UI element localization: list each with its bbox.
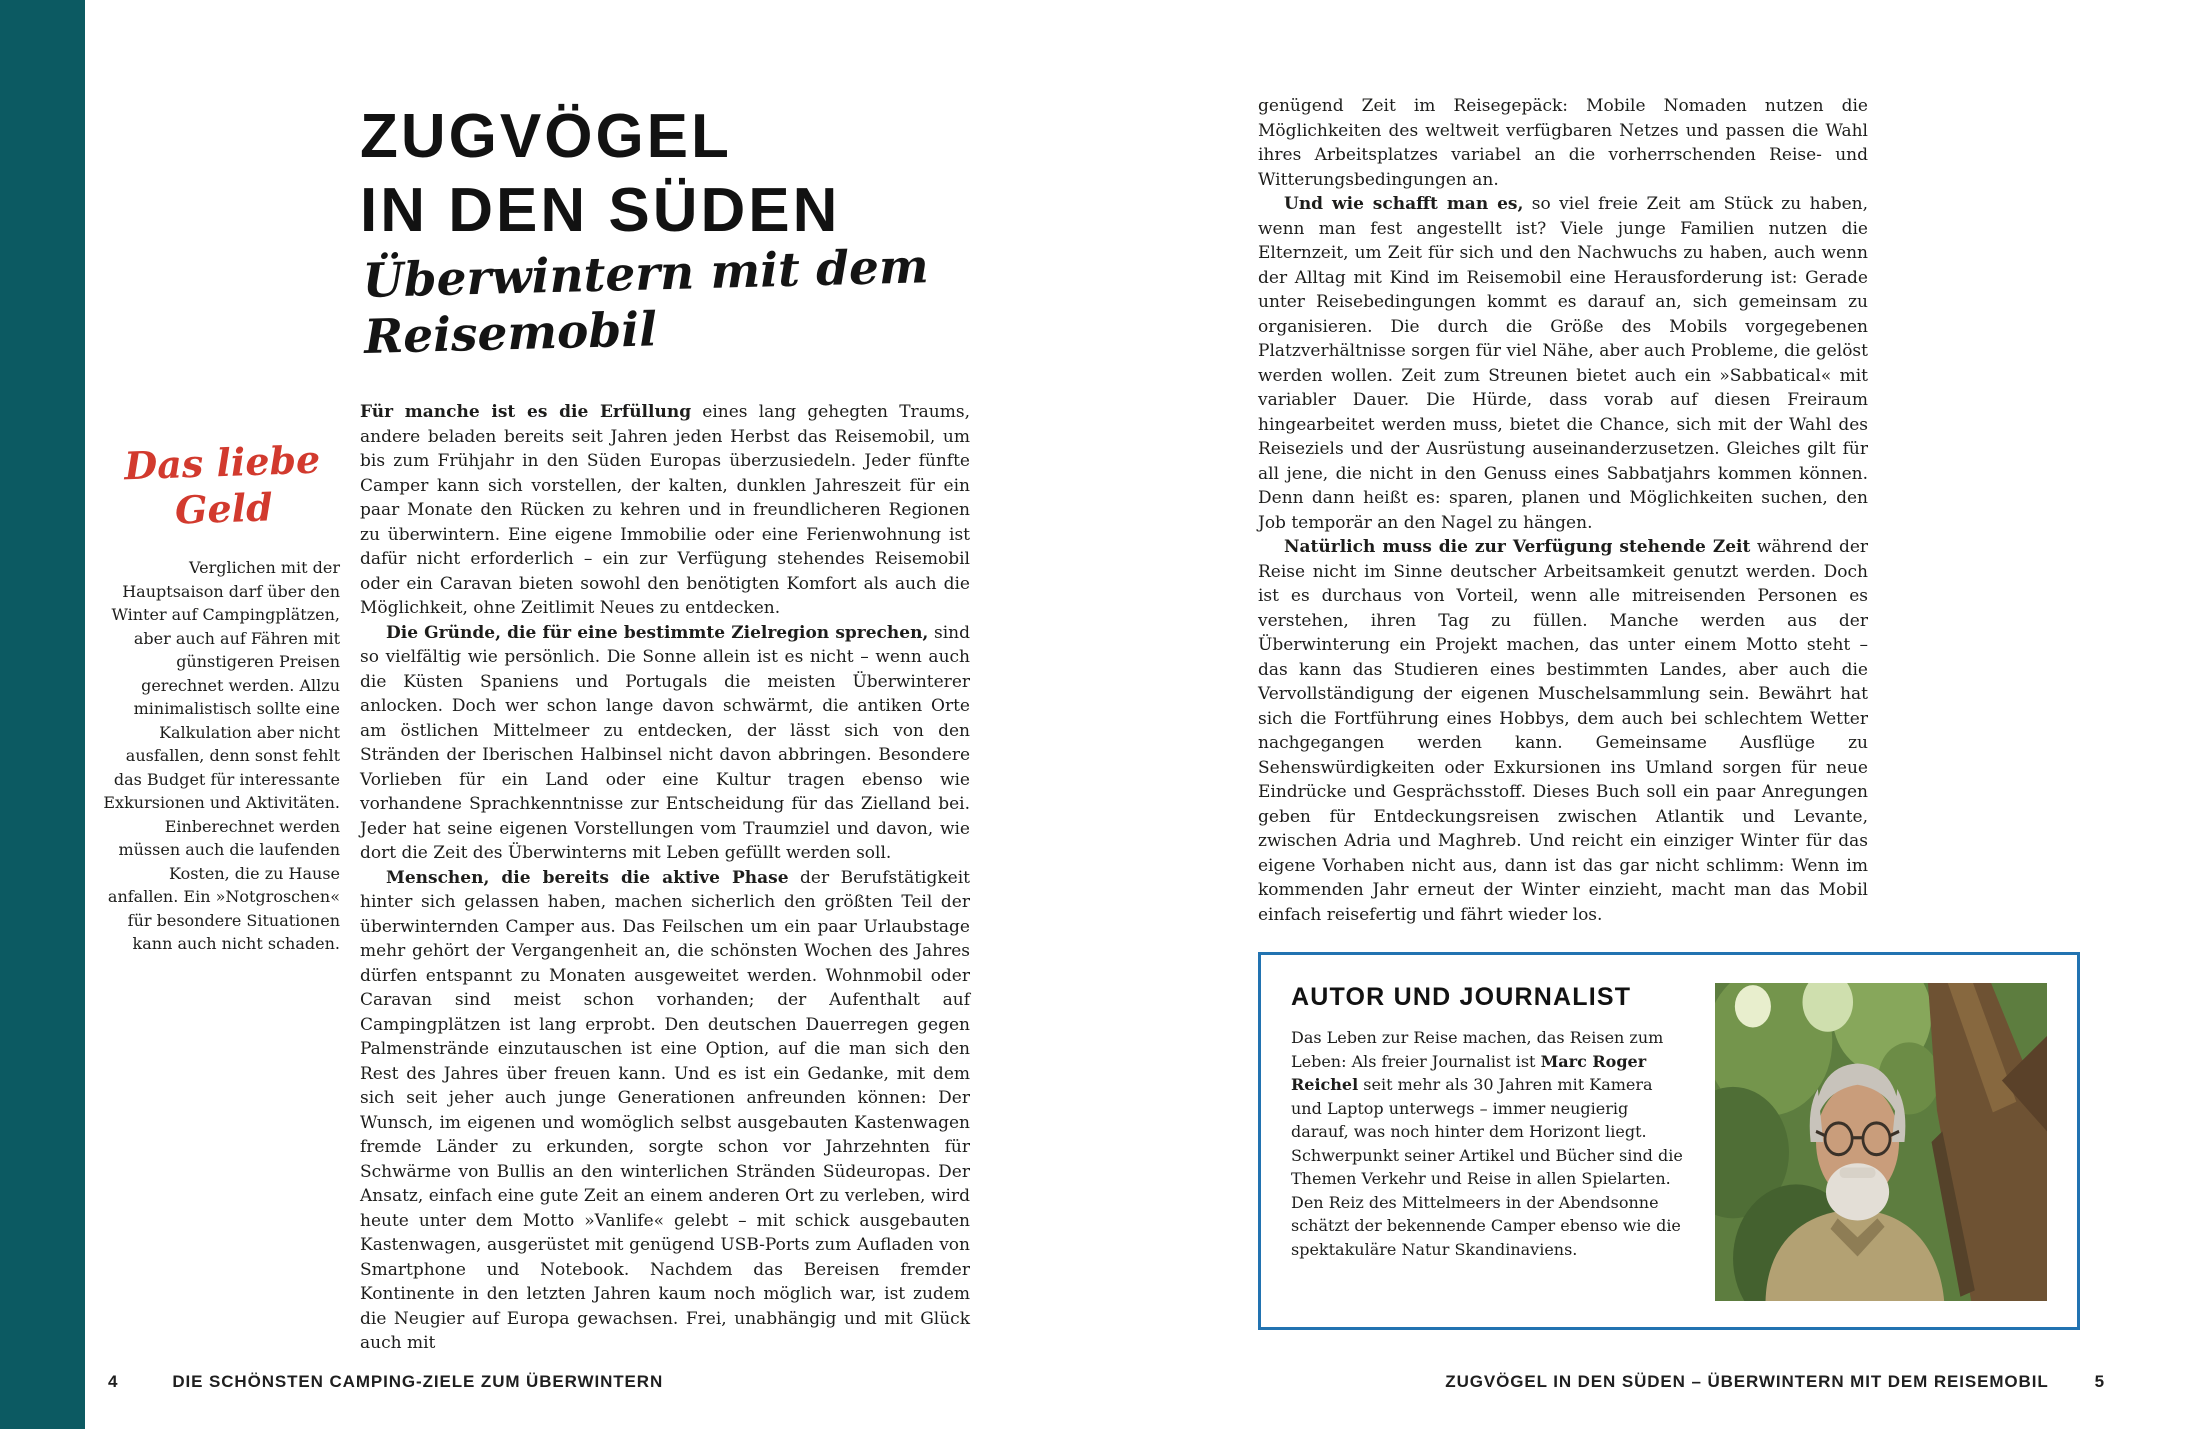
paragraph-text: eines lang gehegten Traums, andere beladen bereits seit Jahren jeden Herbst das Reisemobil, um bis zum Frühjahr in den Süden Europas überzusiedeln. Jeder fünfte Camper kann sich vorstellen, der kalten, dunklen Jahreszeit für ein paar Monate den Rücken zu kehren und in freundlicheren Regionen zu überwintern. Eine eigene Immobilie oder eine Ferienwohnung ist dafür nicht erforderlich – ein zur Verfügung stehendes Reisemobil oder ein Caravan bieten sowohl den benötigten Komfort als auch die Möglichkeit, ohne Zeitlimit Neues zu entdecken.	[360, 402, 970, 618]
chapter-title	[360, 100, 840, 248]
paragraph-lead: Für manche ist es die Erfüllung	[360, 402, 692, 422]
paragraph	[1258, 535, 1868, 927]
paragraph	[360, 621, 970, 866]
paragraph-text: der Berufstätigkeit hinter sich gelassen haben, machen sicherlich den größten Teil der überwinternden Camper aus. Das Feilschen um ein paar Urlaubstage mehr gehört der Vergangenheit an, die schönsten Wochen des Jahres dürfen entspannt zu Monaten ausgeweitet werden. Wohnmobil oder Caravan sind meist schon vorhanden; der Aufenthalt auf Campingplätzen ist lang erprobt. Den deutschen Dauerregen gegen Palmenstrände einzutauschen ist eine Option, auf die man sich den Rest des Jahres über freuen kann. Und es ist ein Gedanke, mit dem sich seit jeher auch junge Generationen anfreunden können: Der Wunsch, im eigenen und womöglich selbst ausgebauten Kastenwagen fremde Länder zu erkunden, sorgte schon vor Jahrzehnten für Schwärme von Bullis an den winterlichen Stränden Südeuropas. Der Ansatz, einfach eine gute Zeit an einem anderen Ort zu verleben, wird heute unter dem Motto »Vanlife« gelebt – mit schick ausgebauten Kastenwagen, ausgerüstet mit genügend USB-Ports zum Aufladen von Smartphone und Notebook. Nachdem das Bereisen fremder Kontinente in den letzten Jahren kaum noch möglich war, ist zudem die Neugier auf Europa gewachsen. Frei, unabhängig und mit Glück auch mit	[360, 867, 970, 1353]
paragraph-text: während der Reise nicht im Sinne deutscher Arbeitsamkeit genutzt werden. Doch ist es durchaus von Vorteil, wenn alle mitreisenden Personen es verstehen, ihren Tag zu füllen. Manche werden aus der Überwinterung ein Projekt machen, das unter einem Motto steht – das kann das Studieren eines bestimmten Landes, aber auch die Vervollständigung der eigenen Muschelsammlung sein. Bewährt hat sich die Fortführung eines Hobbys, dem auch bei schlechtem Wetter nachgegangen werden kann. Gemeinsame Ausflüge zu Sehenswürdigkeiten oder Exkursionen ins Umland sorgen für neue Eindrücke und Gesprächsstoff. Dieses Buch soll ein paar Anregungen geben für Entdeckungsreisen zwischen Atlantik und Levante, zwischen Adria und Maghreb. Und reicht ein einziger Winter für das eigene Vorhaben nicht aus, dann ist das gar nicht schlimm: Wenn im kommenden Jahr erneut der Winter einzieht, macht man das Mobil einfach reisefertig und fährt wieder los.	[1258, 537, 1869, 925]
paragraph-text: genügend Zeit im Reisegepäck: Mobile Nomaden nutzen die Möglichkeiten des weltweit verfügbaren Netzes und passen die Wahl ihres Arbeitsplatzes variabel an die vorherrschenden Reise- und Witterungsbedingungen an.	[1258, 96, 1868, 190]
paragraph	[360, 400, 970, 621]
spine-accent-bar	[0, 0, 85, 1429]
author-name: Marc Roger Reichel	[1291, 1051, 1647, 1094]
chapter-title-line1: ZUGVÖGEL	[360, 102, 732, 171]
paragraph-lead: Menschen, die bereits die aktive Phase	[386, 867, 789, 888]
chapter-subtitle	[362, 239, 931, 366]
right-page-footer	[1445, 1372, 2105, 1392]
left-body-column	[360, 400, 970, 1356]
paragraph-lead: Natürlich muss die zur Verfügung stehende Zeit	[1284, 537, 1751, 557]
paragraph	[1258, 94, 1868, 192]
author-box-text-column	[1291, 983, 1687, 1301]
paragraph-lead: Und wie schafft man es,	[1284, 194, 1524, 214]
footer-label: ZUGVÖGEL IN DEN SÜDEN – ÜBERWINTERN MIT DEM REISEMOBIL	[1445, 1372, 2049, 1391]
sidebar-text: Verglichen mit der Hauptsaison darf über den Winter auf Campingplätzen, aber auch auf Fähren mit günstigeren Preisen gerechnet werden. Allzu minimalistisch sollte eine Kalkulation aber nicht ausfallen, denn sonst fehlt das Budget für interessante Exkursionen und Aktivitäten. Einberechnet werden müssen auch die laufenden Kosten, die zu Hause anfallen. Ein »Notgroschen« für besondere Situationen kann auch nicht schaden.	[103, 558, 340, 953]
chapter-subtitle-line1: Überwintern mit dem	[362, 239, 930, 309]
chapter-subtitle-line2: Reisemobil	[363, 302, 658, 365]
right-body-column	[1258, 94, 1868, 927]
author-info-box	[1258, 952, 2080, 1330]
paragraph	[360, 866, 970, 1356]
page-number: 4	[108, 1372, 119, 1391]
paragraph-text: so viel freie Zeit am Stück zu haben, wenn man fest angestellt ist? Viele junge Familien nutzen die Elternzeit, um Zeit für sich und den Nachwuchs zu haben, auch wenn der Alltag mit Kind im Reisemobil eine Herausforderung ist: Gerade unter Reisebedingungen kommt es darauf an, sich gemeinsam zu organisieren. Die durch die Größe des Mobils vorgegebenen Platzverhältnisse sorgen für viel Nähe, aber auch Probleme, die gelöst werden wollen. Zeit zum Streunen bietet auch ein »Sabbatical« mit variabler Dauer. Die Hürde, dass vorab auf diesen Freiraum hingearbeitet werden muss, bietet die Chance, sich mit der Wahl des Reiseziels und der Ausrüstung auseinanderzusetzen. Gleiches gilt für all jene, die nicht in den Genuss eines Sabbatjahrs kommen können. Denn dann heißt es: sparen, planen und Möglichkeiten suchen, den Job temporär an den Nagel zu hängen.	[1258, 194, 1868, 533]
author-text-after: seit mehr als 30 Jahren mit Kamera und Laptop unterwegs – immer neugierig darauf, was noch hinter dem Horizont liegt. Schwerpunkt seiner Artikel und Bücher sind die Themen Verkehr und Reise in allen Spielarten. Den Reiz des Mittelmeers in der Abendsonne schätzt der bekennende Camper ebenso wie die spektakuläre Natur Skandinaviens.	[1291, 1075, 1683, 1259]
sidebar-heading	[96, 436, 349, 537]
left-page-footer	[108, 1372, 663, 1392]
author-text-before: Das Leben zur Reise machen, das Reisen zum Leben: Als freier Journalist ist	[1291, 1028, 1664, 1071]
author-box-heading: AUTOR UND JOURNALIST	[1291, 983, 1632, 1011]
paragraph-text: sind so vielfältig wie persönlich. Die Sonne allein ist es nicht – wenn auch die Küsten Spaniens und Portugals die meisten Überwinterer anlocken. Doch wer schon lange davon schwärmt, die antiken Orte am östlichen Mittelmeer zu entdecken, der lässt sich von den Stränden der Iberischen Halbinsel nicht davon abbringen. Besondere Vorlieben für ein Land oder eine Kultur tragen ebenso wie vorhandene Sprachkenntnisse zur Entscheidung für das Zielland bei. Jeder hat seine eigenen Vorstellungen vom Traumziel und davon, wie dort die Zeit des Überwinterns mit Leben gefüllt werden soll.	[360, 622, 970, 863]
page-number: 5	[2094, 1372, 2105, 1391]
author-box-text	[1291, 1026, 1687, 1261]
sidebar-heading-line2: Geld	[174, 484, 274, 533]
paragraph-lead: Die Gründe, die für eine bestimmte Zielregion sprechen,	[386, 622, 929, 643]
footer-label: DIE SCHÖNSTEN CAMPING-ZIELE ZUM ÜBERWINTERN	[172, 1372, 664, 1391]
chapter-title-line2: IN DEN SÜDEN	[360, 176, 841, 245]
sidebar-heading-line1: Das liebe	[123, 436, 321, 489]
author-photo	[1715, 983, 2047, 1301]
paragraph	[1258, 192, 1868, 535]
